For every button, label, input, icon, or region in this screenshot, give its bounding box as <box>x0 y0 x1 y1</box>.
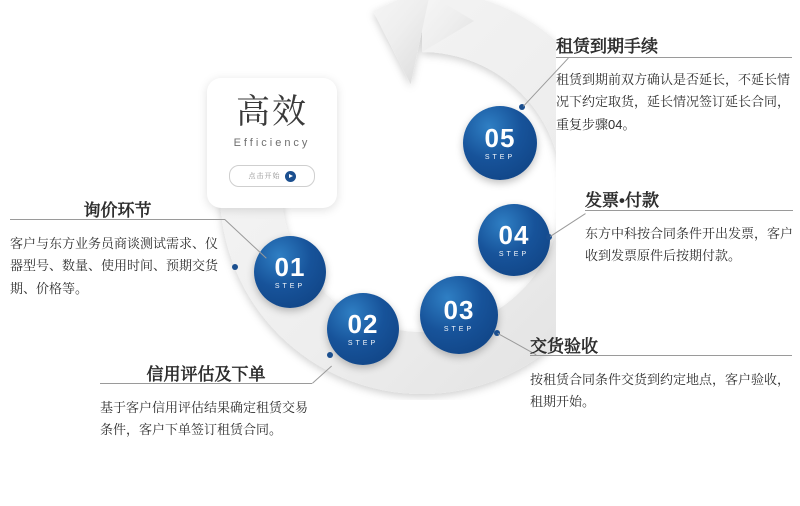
callout-body: 按租赁合同条件交货到约定地点，客户验收，租期开始。 <box>530 372 791 410</box>
callout-title: 租赁到期手续 <box>556 37 658 56</box>
callout-body: 东方中科按合同条件开出发票，客户收到发票原件后按期付款。 <box>585 226 794 264</box>
callout-delivery <box>530 332 792 414</box>
step-number: 04 <box>498 220 530 250</box>
callout-title: 交货验收 <box>530 337 598 356</box>
callout-body: 租赁到期前双方确认是否延长，不延长情况下约定取货，延长情况签订延长合同，重复步骤04。 <box>556 72 791 132</box>
step-label: STEP <box>443 326 475 333</box>
step-circle-05[interactable] <box>463 106 537 180</box>
efficiency-title-en: Efficiency <box>233 137 311 150</box>
start-button[interactable] <box>229 165 315 187</box>
callout-title: 发票•付款 <box>585 191 659 210</box>
step-number: 03 <box>443 295 475 325</box>
step-label: STEP <box>498 251 530 258</box>
callout-body: 基于客户信用评估结果确定租赁交易条件，客户下单签订租赁合同。 <box>100 400 309 438</box>
step-circle-03[interactable] <box>420 276 498 354</box>
start-button-label: 点击开始 <box>248 173 281 181</box>
connector-node-01 <box>232 264 238 270</box>
callout-body: 客户与东方业务员商谈测试需求、仪器型号、数量、使用时间、预期交货期、价格等。 <box>10 236 219 296</box>
connector-node-02 <box>327 352 333 358</box>
callout-inquiry <box>10 196 225 300</box>
callout-invoice <box>585 186 793 268</box>
step-label: STEP <box>484 154 516 161</box>
step-number: 02 <box>347 309 379 339</box>
callout-expiry <box>556 32 792 136</box>
step-label: STEP <box>274 283 306 290</box>
step-label: STEP <box>347 340 379 347</box>
play-icon <box>285 171 296 182</box>
step-number: 01 <box>274 252 306 282</box>
callout-title: 询价环节 <box>83 201 152 220</box>
callout-credit <box>100 360 312 442</box>
step-number: 05 <box>484 123 516 153</box>
efficiency-card <box>207 78 337 208</box>
step-circle-04[interactable] <box>478 204 550 276</box>
callout-title: 信用评估及下单 <box>146 365 266 384</box>
step-circle-02[interactable] <box>327 293 399 365</box>
step-circle-01[interactable] <box>254 236 326 308</box>
efficiency-title-cn: 高效 <box>236 93 308 131</box>
